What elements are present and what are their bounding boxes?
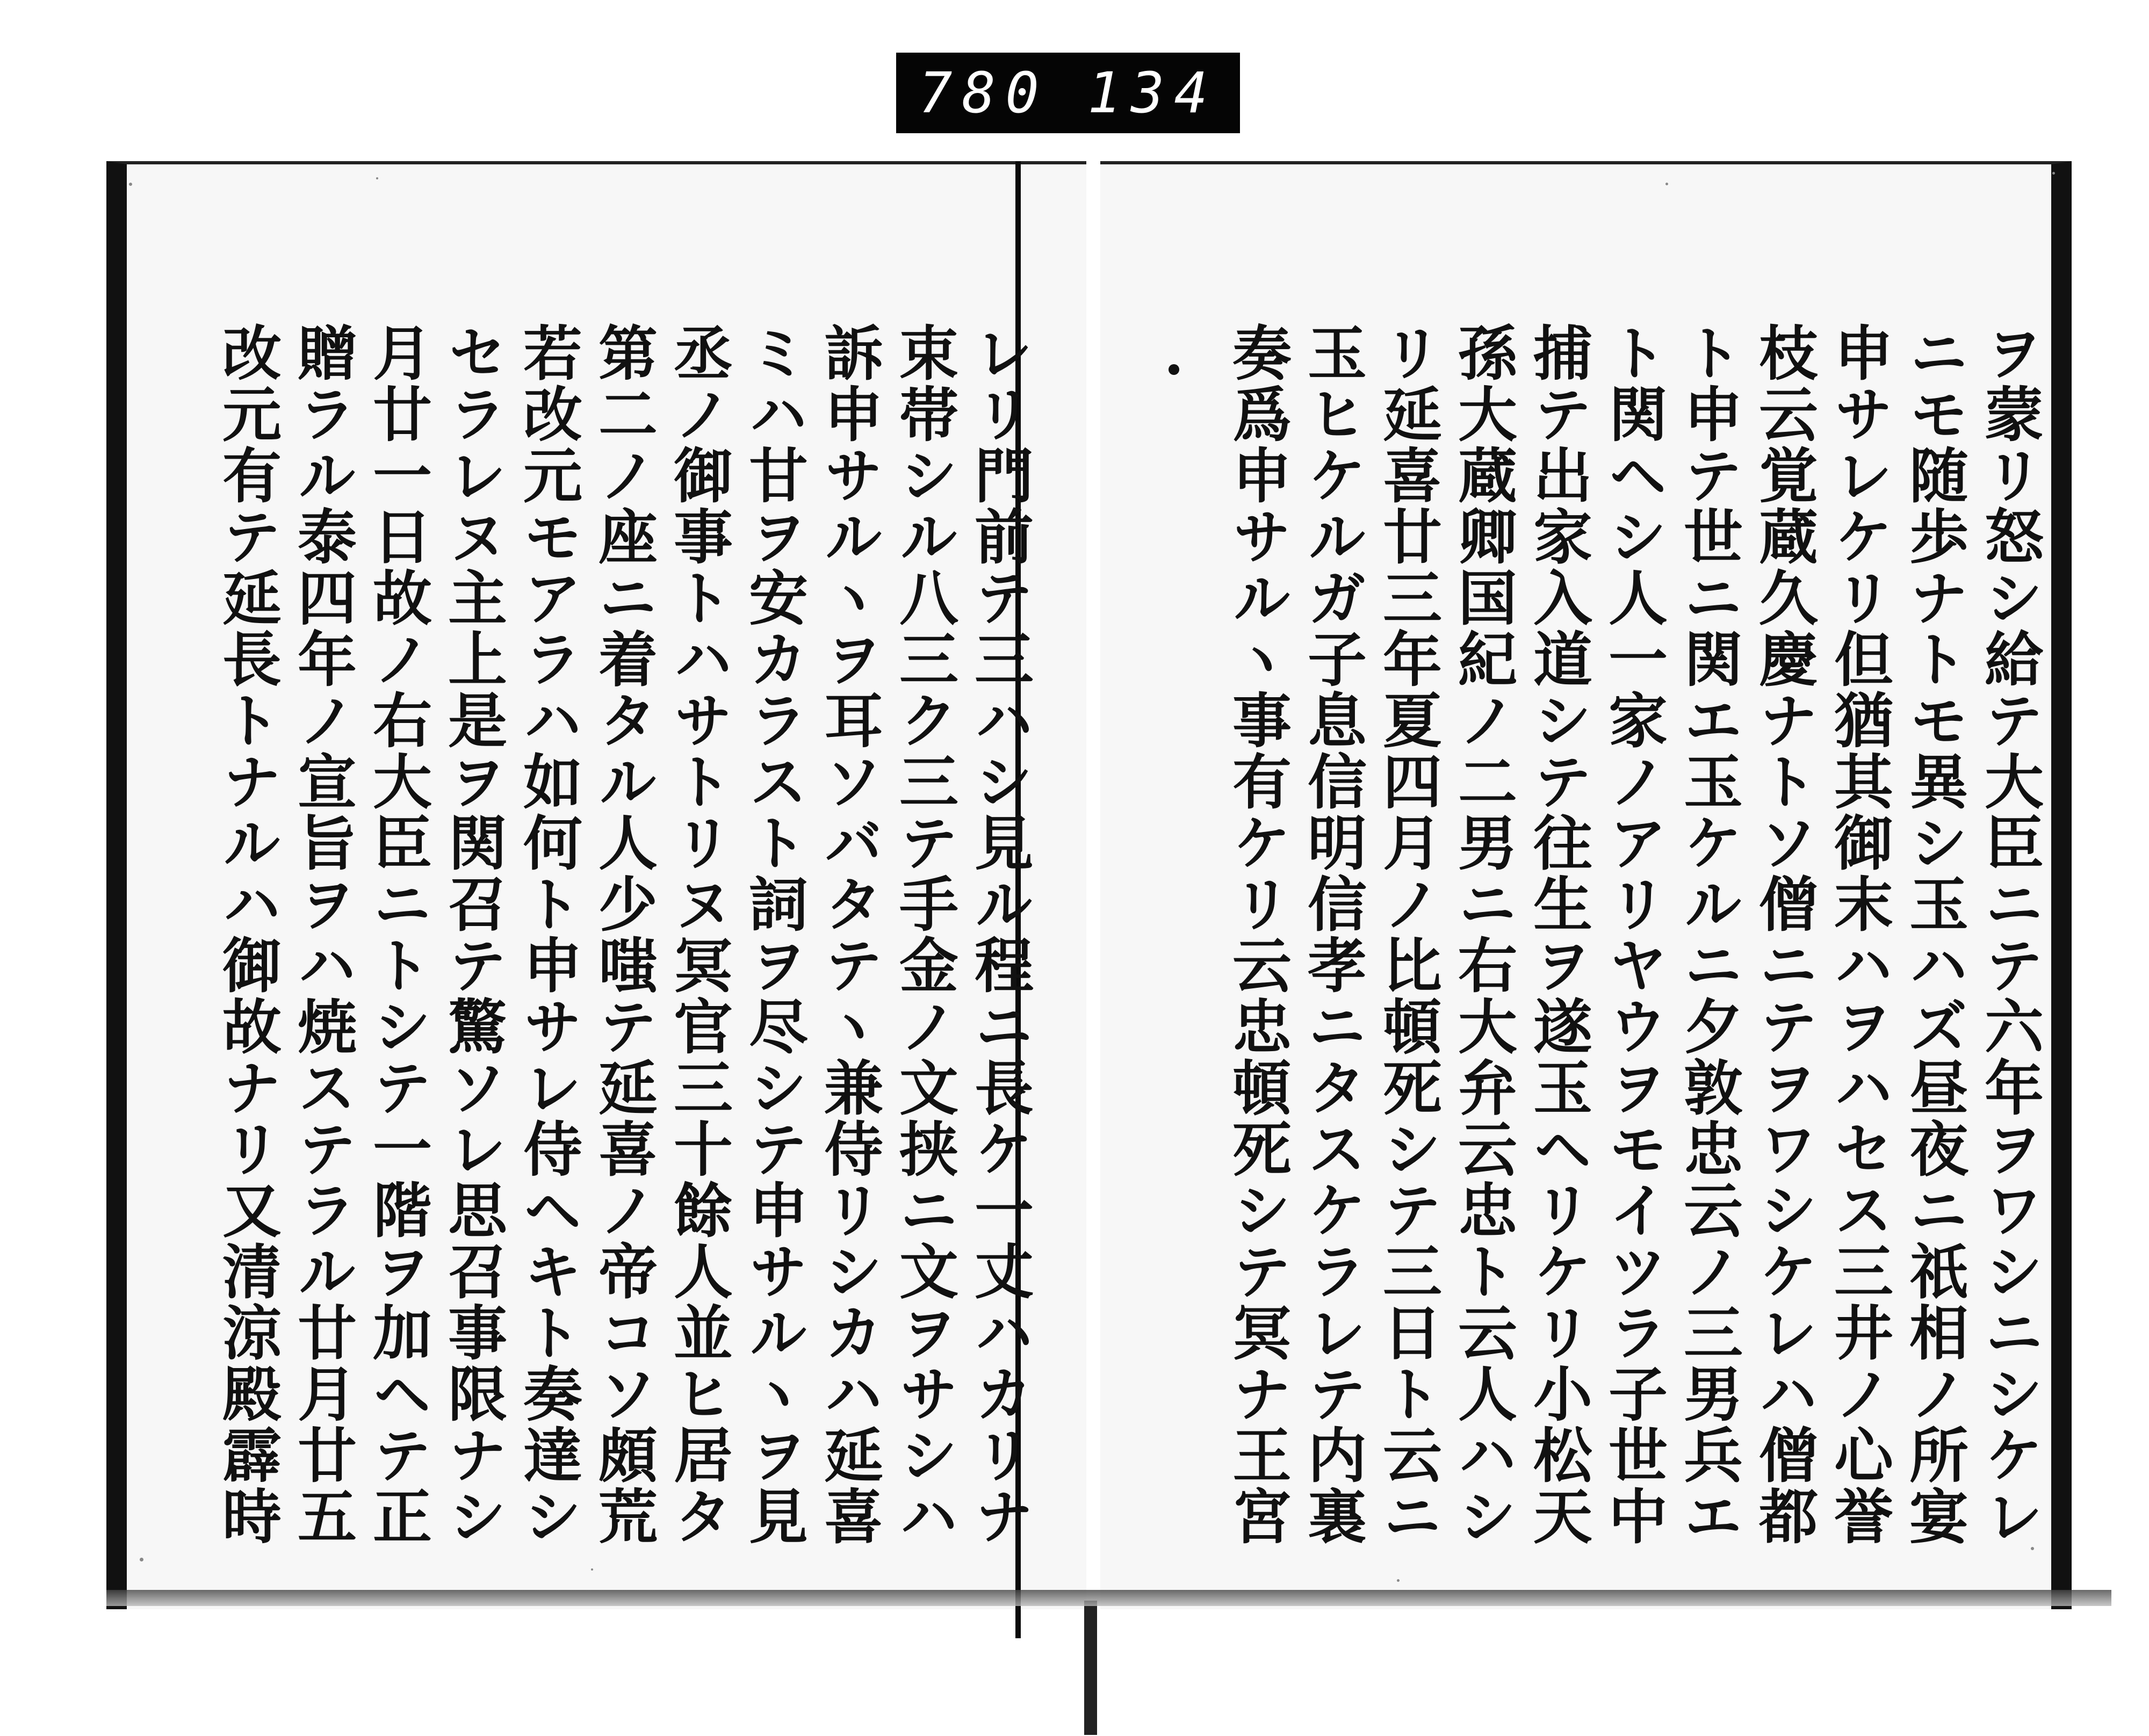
scan-speck	[2031, 1547, 2034, 1550]
text-column: ニモ随歩ナトモ異シ玉ハズ昼夜ニ祇相ノ所宴	[1900, 322, 1969, 1547]
text-column: 訴申サルヽヲ耳ソバタテヽ兼侍リシカハ延喜	[814, 322, 884, 1547]
text-column: 孫大蔵卿国紀ノ二男ニ右大弁云忠ト云人ハシ	[1448, 322, 1518, 1547]
scan-speck	[2052, 172, 2055, 175]
text-column: 束帯シル八三ク三テ手金ノ文挟ニ文ヲサシハ	[890, 322, 959, 1547]
text-column: ヲ蒙リ怒シ給テ大臣ニテ六年ヲワシニシケレ	[1975, 322, 2044, 1547]
text-column: リ延喜廿三年夏四月ノ比頓死シテ三日ト云ニ	[1373, 322, 1443, 1547]
text-column: ミハ甘ヲ安カラスト詞ヲ尽シテ申サルヽヲ見	[739, 322, 809, 1547]
text-column: 月廿一日故ノ右大臣ニトシテ一階ヲ加ヘテ正	[363, 322, 432, 1547]
label-left-number: 780	[919, 60, 1049, 126]
ink-dot	[1169, 364, 1179, 375]
text-column: 第二ノ座ニ着タル人少嗤テ延喜ノ帝コソ頗荒	[589, 322, 658, 1547]
scan-speck	[376, 177, 378, 179]
text-column: 若改元モアラハ如何ト申サレ侍ヘキト奏達シ	[514, 322, 583, 1547]
scan-speck	[129, 183, 132, 186]
archive-number-label	[896, 53, 1240, 133]
text-column: 奏爲申サルヽ事有ケリ云忠頓死シテ冥ナ王宮	[1223, 322, 1292, 1547]
text-column: ト申テ世ニ関エ玉ケルニ夕敦忠云ノ三男兵エ	[1674, 322, 1743, 1547]
right-page-text	[1209, 322, 2047, 1558]
text-column: レリ門前テ三ハシ見ル程ニ長ケ一丈ハカリナ	[965, 322, 1034, 1547]
scan-speck	[1397, 1579, 1400, 1582]
text-column: 贈ラル泰四年ノ宣旨ヲハ焼ステラル廿月廿五	[288, 322, 357, 1547]
scan-speck	[1665, 183, 1668, 185]
scan-speck	[140, 1558, 143, 1561]
binding-shadow	[1084, 1601, 1097, 1735]
text-column: ト関ヘシ人一家ノアリヤウヲモイツラ子世中	[1599, 322, 1668, 1547]
text-column: セラレヌ主上是ヲ関召テ驚ソレ思召事限ナシ	[438, 322, 508, 1547]
text-column: 玉ヒケルガ子息信明信孝ニタスケラレテ内裏	[1298, 322, 1367, 1547]
text-column: 捕テ出家入道シテ往生ヲ遂玉ヘリケリ小松天	[1524, 322, 1593, 1547]
text-column: 丞ノ御事トハサトリヌ冥官三十餘人並ヒ居タ	[664, 322, 733, 1547]
label-right-number: 134	[1087, 60, 1217, 126]
text-column: 改元有テ延長トナルハ御故ナリ又清涼殿霹時	[213, 322, 282, 1547]
page-bottom-edge	[106, 1590, 2111, 1606]
left-page-text	[177, 322, 1037, 1558]
text-column: 申サレケリ但猶其御末ハヲハセス三井ノ心誉	[1825, 322, 1894, 1547]
text-column: 枝云覚蔵久慶ナトソ僧ニテヲワシケレハ僧都	[1749, 322, 1819, 1547]
scan-speck	[591, 1568, 593, 1571]
